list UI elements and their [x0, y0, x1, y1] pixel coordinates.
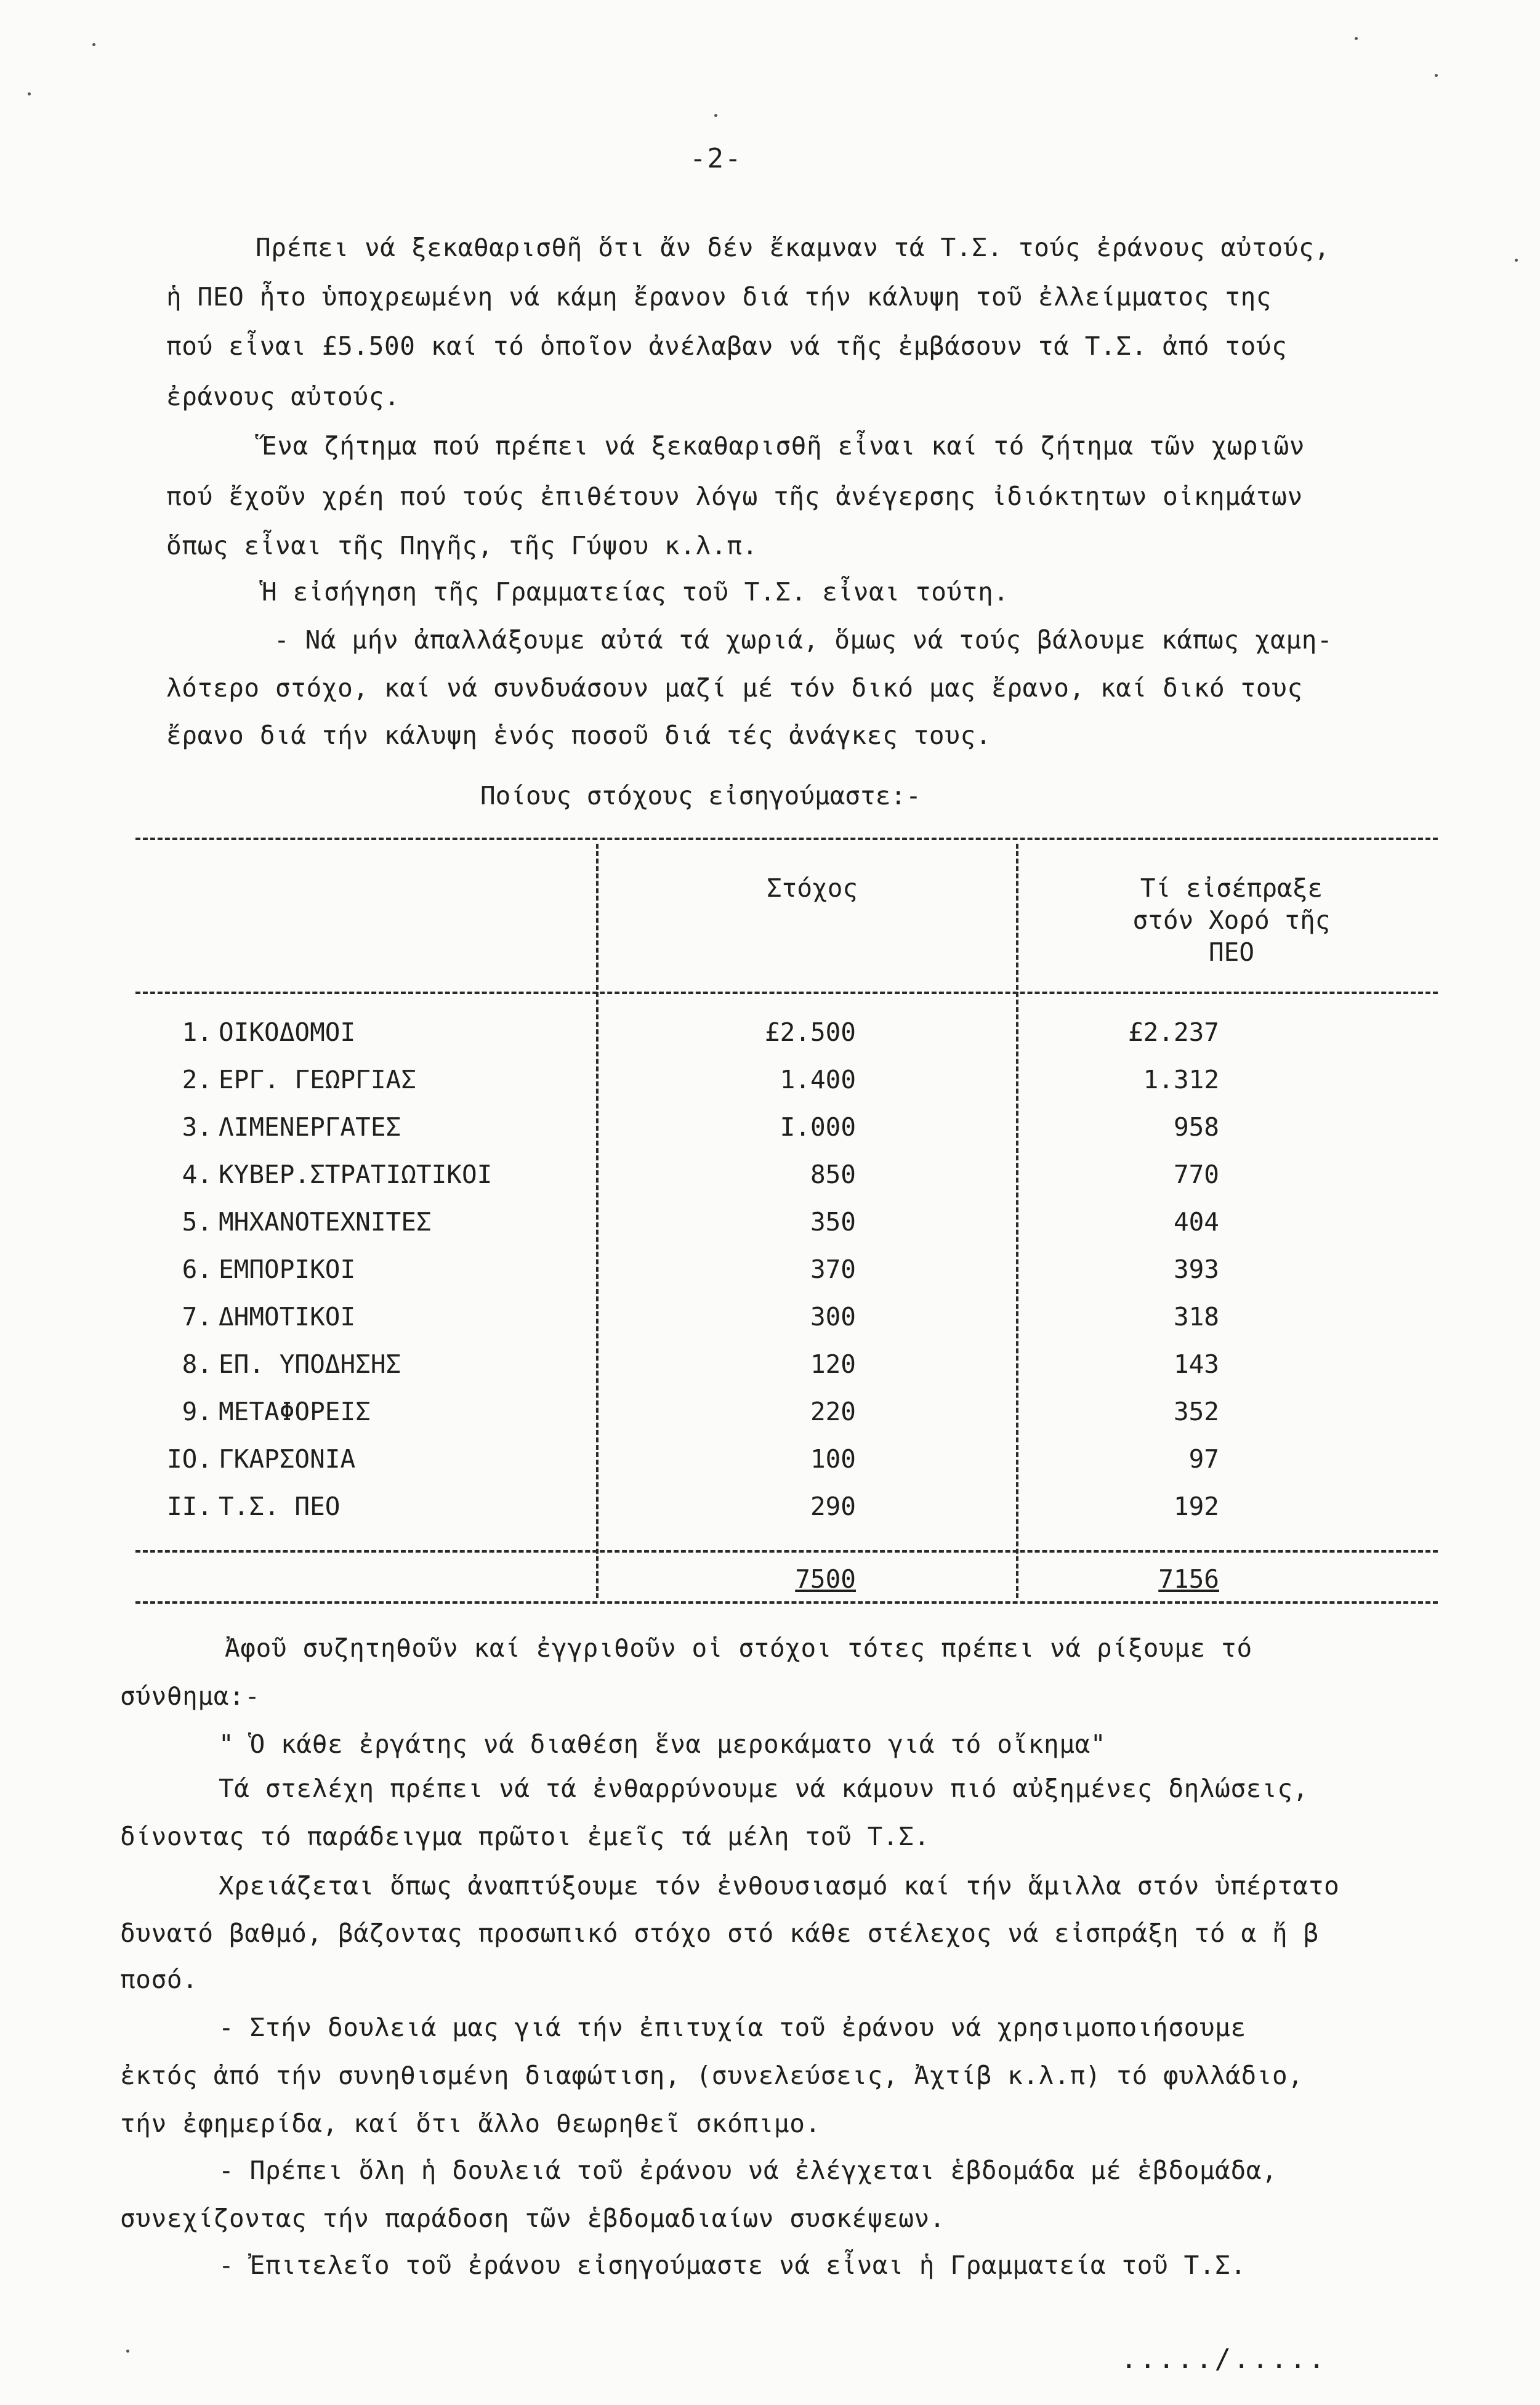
text-line: - Πρέπει ὅλη ἡ δουλειά τοῦ ἐράνου νά ἐλέγχεται ἑβδομάδα μέ ἑβδομάδα, [219, 2156, 1278, 2185]
header-target: Στόχος [767, 873, 858, 903]
row-target: 300 [810, 1302, 856, 1332]
row-number: 9. [182, 1397, 212, 1426]
text-line: πού εἶναι £5.500 καί τό ὁποῖον ἀνέλαβαν νά τῆς ἐμβάσουν τά Τ.Σ. ἀπό τούς [166, 331, 1288, 361]
text-line: Ἕνα ζήτημα πού πρέπει νά ξεκαθαρισθῆ εἶναι καί τό ζήτημα τῶν χωριῶν [262, 431, 1305, 461]
row-number: 4. [182, 1160, 212, 1189]
text-line: δυνατό βαθμό, βάζοντας προσωπικό στόχο στό κάθε στέλεχος νά εἰσπράξη τό α ἤ β [120, 1918, 1319, 1948]
text-line: δίνοντας τό παράδειγμα πρῶτοι ἐμεῖς τά μέλη τοῦ Τ.Σ. [120, 1822, 930, 1851]
row-category: ΕΠ. ΥΠΟΔΗΣΗΣ [219, 1349, 401, 1379]
row-target: 850 [810, 1160, 856, 1189]
text-line: ποσό. [120, 1965, 198, 1994]
row-number: 5. [182, 1207, 212, 1237]
row-collected: 958 [1173, 1112, 1219, 1142]
row-number: 1. [182, 1017, 212, 1047]
table-header-rule [135, 992, 1438, 994]
text-line: ἔρανο διά τήν κάλυψη ἑνός ποσοῦ διά τές ἀνάγκες τους. [166, 721, 992, 750]
row-number: 6. [182, 1255, 212, 1284]
row-target: 290 [810, 1492, 856, 1521]
table-total-top-rule [135, 1550, 1438, 1553]
header-collected-line3: ΠΕΟ [1208, 937, 1255, 967]
text-line: Πρέπει νά ξεκαθαρισθῆ ὅτι ἄν δέν ἔκαμναν τά Τ.Σ. τούς ἐράνους αὐτούς, [256, 233, 1330, 262]
text-line: Ἡ εἰσήγηση τῆς Γραμματείας τοῦ Τ.Σ. εἶναι τούτη. [262, 577, 1009, 607]
row-category: ΔΗΜΟΤΙΚΟΙ [219, 1302, 356, 1332]
scan-speck [92, 43, 95, 46]
row-category: ΕΡΓ. ΓΕΩΡΓΙΑΣ [219, 1065, 416, 1094]
text-line: Τά στελέχη πρέπει νά τά ἐνθαρρύνουμε νά κάμουν πιό αὐξημένες δηλώσεις, [219, 1774, 1308, 1803]
row-collected: 404 [1173, 1207, 1219, 1237]
row-number: ΙΙ. [166, 1492, 212, 1521]
row-category: ΚΥΒΕΡ.ΣΤΡΑΤΙΩΤΙΚΟΙ [219, 1160, 493, 1189]
row-collected: £2.237 [1127, 1017, 1219, 1047]
header-collected-line2: στόν Χορό τῆς [1132, 905, 1331, 935]
continuation-mark: ...../..... [1121, 2343, 1328, 2375]
row-collected: 770 [1173, 1160, 1219, 1189]
text-line: - Στήν δουλειά μας γιά τήν ἐπιτυχία τοῦ ἐράνου νά χρησιμοποιήσουμε [219, 2013, 1246, 2042]
row-target: 1.400 [780, 1065, 856, 1094]
text-line: λότερο στόχο, καί νά συνδυάσουν μαζί μέ τόν δικό μας ἔρανο, καί δικό τους [166, 673, 1303, 703]
row-category: ΛΙΜΕΝΕΡΓΑΤΕΣ [219, 1112, 401, 1142]
row-collected: 143 [1173, 1349, 1219, 1379]
scan-speck [714, 114, 717, 117]
row-number: 2. [182, 1065, 212, 1094]
row-number: ΙΟ. [166, 1444, 212, 1474]
text-line: ἡ ΠΕΟ ἦτο ὑποχρεωμένη νά κάμη ἔρανον διά τήν κάλυψη τοῦ ἐλλείμματος της [166, 282, 1272, 312]
text-line: ὅπως εἶναι τῆς Πηγῆς, τῆς Γύψου κ.λ.π. [166, 531, 758, 560]
scan-speck [1355, 37, 1358, 40]
row-collected: 393 [1173, 1255, 1219, 1284]
total-target: 7500 [795, 1564, 856, 1594]
text-line: ἐράνους αὐτούς. [166, 382, 400, 411]
text-line: τήν ἐφημερίδα, καί ὅτι ἄλλο θεωρηθεῖ σκόπιμο. [120, 2109, 821, 2138]
row-number: 8. [182, 1349, 212, 1379]
row-target: 350 [810, 1207, 856, 1237]
row-category: ΓΚΑΡΣΟΝΙΑ [219, 1444, 356, 1474]
text-line: Χρειάζεται ὅπως ἀναπτύξουμε τόν ἐνθουσιασμό καί τήν ἅμιλλα στόν ὑπέρτατο [219, 1871, 1340, 1901]
total-collected: 7156 [1158, 1564, 1219, 1594]
row-category: ΜΕΤΑΦΟΡΕΙΣ [219, 1397, 371, 1426]
row-collected: 97 [1188, 1444, 1219, 1474]
row-collected: 352 [1173, 1397, 1219, 1426]
table-bottom-rule [135, 1601, 1438, 1604]
slogan: " Ὁ κάθε ἐργάτης νά διαθέση ἕνα μεροκάματο γιά τό οἴκημα" [219, 1729, 1107, 1759]
row-category: ΟΙΚΟΔΟΜΟΙ [219, 1017, 356, 1047]
table-top-rule [135, 838, 1438, 840]
row-target: 220 [810, 1397, 856, 1426]
row-category: Τ.Σ. ΠΕΟ [219, 1492, 341, 1521]
header-collected-line1: Τί εἰσέπραξε [1140, 873, 1323, 903]
row-target: 370 [810, 1255, 856, 1284]
row-category: ΜΗΧΑΝΟΤΕΧΝΙΤΕΣ [219, 1207, 432, 1237]
row-number: 7. [182, 1302, 212, 1332]
scan-speck [126, 2350, 129, 2353]
text-line: - Ἐπιτελεῖο τοῦ ἐράνου εἰσηγούμαστε νά εἶναι ἡ Γραμματεία τοῦ Τ.Σ. [219, 2250, 1246, 2280]
row-collected: 318 [1173, 1302, 1219, 1332]
scan-speck [28, 92, 31, 95]
row-target: £2.500 [764, 1017, 856, 1047]
text-line: - Νά μήν ἀπαλλάξουμε αὐτά τά χωριά, ὅμως νά τούς βάλουμε κάπως χαμη- [274, 625, 1333, 655]
table-column-divider [1016, 844, 1018, 1598]
text-line: συνεχίζοντας τήν παράδοση τῶν ἑβδομαδιαίων συσκέψεων. [120, 2204, 946, 2233]
text-line: Ἀφοῦ συζητηθοῦν καί ἐγγριθοῦν οἱ στόχοι τότες πρέπει νά ρίξουμε τό [225, 1633, 1252, 1663]
scan-speck [1435, 74, 1438, 77]
text-line: ἐκτός ἀπό τήν συνηθισμένη διαφώτιση, (συνελεύσεις, Ἀχτίβ κ.λ.π) τό φυλλάδιο, [120, 2061, 1304, 2090]
row-collected: 1.312 [1143, 1065, 1219, 1094]
text-line: πού ἔχοῦν χρέη πού τούς ἐπιθέτουν λόγω τῆς ἀνέγερσης ἰδιόκτητων οἰκημάτων [166, 482, 1303, 511]
row-number: 3. [182, 1112, 212, 1142]
scan-speck [1515, 259, 1518, 262]
row-collected: 192 [1173, 1492, 1219, 1521]
text-line: σύνθημα:- [120, 1681, 260, 1711]
page-number: -2- [690, 143, 743, 174]
row-target: 120 [810, 1349, 856, 1379]
row-category: ΕΜΠΟΡΙΚΟΙ [219, 1255, 356, 1284]
row-target: Ι.000 [780, 1112, 856, 1142]
row-target: 100 [810, 1444, 856, 1474]
table-column-divider [596, 844, 599, 1598]
table-title: Ποίους στόχους εἰσηγούμαστε:- [480, 781, 921, 810]
